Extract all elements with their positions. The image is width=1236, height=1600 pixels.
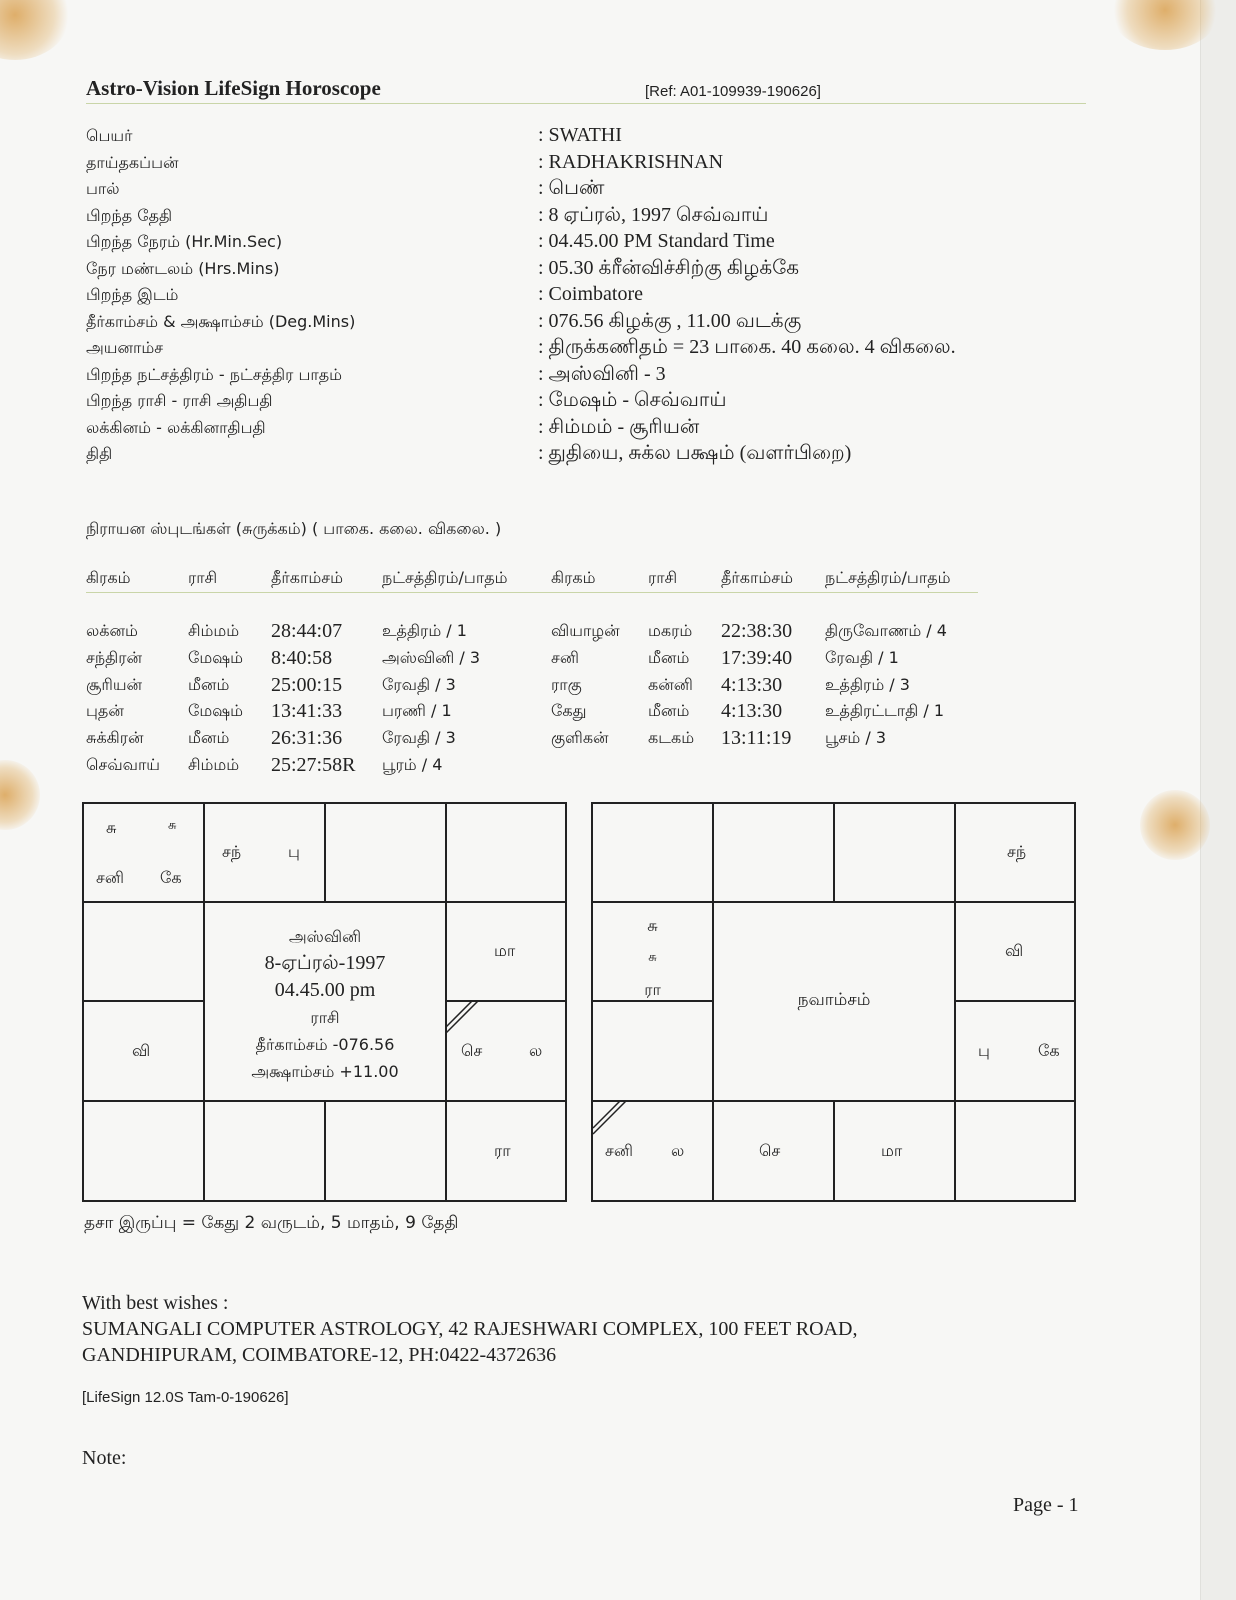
detail-value: : SWATHI	[538, 124, 622, 146]
planet-star: ரேவதி / 3	[382, 674, 456, 694]
navamsa-right2-2: கே	[1038, 1041, 1060, 1060]
header-divider	[86, 103, 1086, 104]
navamsa-right1: வி	[1005, 941, 1024, 960]
detail-row	[86, 122, 622, 148]
detail-value: : பெண்	[538, 177, 605, 199]
planet-name: சந்திரன்	[86, 647, 143, 667]
rasi-center	[205, 923, 445, 1085]
note-label: Note:	[82, 1447, 127, 1469]
rasi-center-label: ராசி	[310, 1008, 340, 1027]
planet-sign: சிம்மம்	[188, 621, 240, 640]
detail-value: : 04.45.00 PM Standard Time	[538, 230, 775, 252]
planet-sign: கடகம்	[648, 728, 695, 748]
paper-edge	[1200, 0, 1236, 1600]
rasi-center-star: அஸ்வினி	[288, 927, 362, 946]
rasi-h1-bottom-1: சனி	[96, 868, 124, 887]
footer-address	[82, 1290, 857, 1368]
planet-sign: மகரம்	[648, 621, 693, 640]
column-header: தீர்காம்சம்	[271, 568, 343, 587]
detail-label: அயனாம்ச	[86, 338, 164, 357]
detail-value: : 8 ஏப்ரல், 1997 செவ்வாய்	[538, 203, 769, 226]
planet-longitude: 17:39:40	[721, 646, 793, 669]
detail-value: : Coimbatore	[538, 283, 643, 305]
detail-row	[86, 228, 775, 254]
planet-longitude: 4:13:30	[721, 700, 783, 723]
planet-longitude: 25:00:15	[271, 673, 343, 696]
rasi-right2-2: ல	[529, 1041, 543, 1060]
detail-value: : அஸ்வினி - 3	[538, 362, 666, 385]
detail-row	[86, 255, 800, 281]
rasi-h2-2: பு	[288, 842, 300, 861]
rasi-center-latitude: அக்ஷாம்சம் +11.00	[251, 1062, 399, 1081]
planet-longitude: 8:40:58	[271, 646, 333, 669]
rasi-left2: வி	[132, 1041, 151, 1060]
dasa-balance: தசா இருப்பு = கேது 2 வருடம், 5 மாதம், 9 தேதி	[84, 1213, 459, 1233]
planet-longitude: 22:38:30	[721, 620, 793, 642]
column-header: நட்சத்திரம்/பாதம்	[382, 568, 508, 587]
planet-name: வியாழன்	[551, 621, 620, 640]
detail-row	[86, 361, 666, 387]
rasi-h2-1: சந்	[222, 842, 242, 861]
planet-star: உத்திரம் / 3	[825, 674, 910, 694]
column-header: கிரகம்	[551, 568, 596, 587]
planet-name: லக்னம்	[86, 621, 138, 640]
detail-label: பிறந்த நட்சத்திரம் - நட்சத்திர பாதம்	[86, 364, 343, 384]
column-header: நட்சத்திரம்/பாதம்	[825, 568, 951, 587]
detail-label: பால்	[86, 179, 120, 198]
detail-label: பிறந்த நேரம் (Hr.Min.Sec)	[86, 232, 283, 251]
rasi-h1-top-2: சு	[168, 818, 177, 833]
planet-longitude: 13:11:19	[721, 727, 792, 750]
planet-positions-title: நிராயன ஸ்புடங்கள் (சுருக்கம்) ( பாகை. கலை. விகலை. )	[86, 519, 502, 538]
planet-star: பரணி / 1	[382, 701, 452, 721]
navamsa-center: நவாம்சம்	[797, 990, 871, 1010]
detail-value: : மேஷம் - செவ்வாய்	[538, 389, 727, 411]
planet-sign: மேஷம்	[188, 701, 244, 721]
planet-star: பூரம் / 4	[382, 755, 443, 774]
planet-name: சுக்கிரன்	[86, 728, 144, 748]
planet-name: சனி	[551, 647, 579, 667]
planet-star: ரேவதி / 1	[825, 647, 899, 667]
page-number: Page - 1	[1013, 1494, 1079, 1516]
detail-value: : திருக்கணிதம் = 23 பாகை. 40 கலை. 4 விகலை.	[538, 336, 956, 358]
planet-star: பூசம் / 3	[825, 728, 887, 748]
detail-row	[86, 175, 605, 201]
planet-longitude: 26:31:36	[271, 727, 343, 750]
navamsa-bottom2: செ	[759, 1141, 781, 1160]
navamsa-right2-1: பு	[978, 1041, 990, 1060]
detail-row	[86, 202, 769, 228]
table-divider	[86, 592, 978, 593]
detail-row	[86, 308, 802, 334]
planet-sign: கன்னி	[648, 674, 693, 694]
planet-sign: சிம்மம்	[188, 755, 240, 774]
detail-label: தீர்காம்சம் & அக்ஷாம்சம் (Deg.Mins)	[86, 311, 356, 331]
navamsa-bottom1-2: ல	[671, 1141, 685, 1160]
planet-longitude: 25:27:58R	[271, 754, 356, 776]
rasi-right2-1: செ	[461, 1041, 483, 1060]
detail-label: திதி	[86, 444, 113, 463]
detail-row	[86, 149, 724, 175]
detail-value: : 05.30 க்ரீன்விச்சிற்கு கிழக்கே	[538, 256, 800, 279]
planet-sign: மீனம்	[188, 674, 230, 694]
column-header: கிரகம்	[86, 568, 131, 587]
detail-value: : துதியை, சுக்ல பக்ஷம் (வளர்பிறை)	[538, 442, 852, 464]
rasi-h1-bottom-2: கே	[160, 868, 182, 887]
detail-value: : சிம்மம் - சூரியன்	[538, 415, 700, 438]
reference-number: [Ref: A01-109939-190626]	[645, 83, 821, 100]
stain-mid-right	[1140, 790, 1210, 860]
address-line-2: GANDHIPURAM, COIMBATORE-12, PH:0422-4372636	[82, 1344, 557, 1366]
planet-star: உத்திரட்டாதி / 1	[825, 701, 944, 721]
planet-sign: மீனம்	[188, 728, 230, 748]
planet-name: புதன்	[86, 701, 124, 721]
planet-longitude: 13:41:33	[271, 700, 343, 723]
navamsa-top-right: சந்	[1007, 842, 1027, 861]
ascendant-marker	[445, 1000, 485, 1040]
planet-longitude: 28:44:07	[271, 620, 343, 642]
detail-row	[86, 281, 643, 307]
ascendant-marker	[593, 1100, 633, 1140]
detail-row	[86, 387, 727, 413]
detail-row	[86, 414, 700, 440]
rasi-center-date: 8-ஏப்ரல்-1997	[264, 952, 386, 974]
detail-value: : RADHAKRISHNAN	[538, 150, 724, 173]
planet-sign: மேஷம்	[188, 647, 244, 667]
rasi-h1-top-1: சு	[106, 818, 117, 837]
detail-label: நேர மண்டலம் (Hrs.Mins)	[86, 258, 280, 278]
detail-row	[86, 440, 852, 466]
planet-star: ரேவதி / 3	[382, 728, 456, 748]
rasi-right1: மா	[494, 941, 516, 960]
rasi-chart	[82, 802, 567, 1202]
document-title: Astro-Vision LifeSign Horoscope	[86, 76, 381, 100]
planet-name: சூரியன்	[86, 674, 143, 694]
navamsa-chart	[591, 802, 1076, 1202]
address-line-1: SUMANGALI COMPUTER ASTROLOGY, 42 RAJESHWARI COMPLEX, 100 FEET ROAD,	[82, 1318, 858, 1340]
detail-value: : 076.56 கிழக்கு , 11.00 வடக்கு	[538, 309, 802, 332]
planet-name: குளிகன்	[551, 728, 609, 748]
software-version: [LifeSign 12.0S Tam-0-190626]	[82, 1389, 289, 1406]
planet-star: திருவோணம் / 4	[825, 621, 947, 640]
navamsa-bottom3: மா	[881, 1141, 903, 1160]
column-header: தீர்காம்சம்	[721, 568, 793, 587]
planet-longitude: 4:13:30	[721, 673, 783, 696]
planet-sign: மீனம்	[648, 701, 690, 721]
detail-label: பிறந்த தேதி	[86, 205, 173, 225]
planet-star: உத்திரம் / 1	[382, 621, 467, 640]
planet-sign: மீனம்	[648, 647, 690, 667]
rasi-center-longitude: தீர்காம்சம் -076.56	[255, 1035, 395, 1054]
planet-name: ராகு	[551, 674, 582, 694]
column-header: ராசி	[188, 568, 218, 587]
planet-name: செவ்வாய்	[86, 755, 161, 774]
detail-row	[86, 334, 956, 360]
planet-star: அஸ்வினி / 3	[382, 647, 481, 667]
navamsa-left1: சு சு ரா	[644, 916, 661, 999]
detail-label: பிறந்த ராசி - ராசி அதிபதி	[86, 391, 273, 410]
rasi-right3: ரா	[494, 1141, 511, 1160]
planet-name: கேது	[551, 701, 587, 721]
wishes-label: With best wishes :	[82, 1292, 229, 1314]
detail-label: லக்கினம் - லக்கினாதிபதி	[86, 417, 266, 437]
navamsa-bottom1-1: சனி	[605, 1141, 633, 1160]
rasi-center-time: 04.45.00 pm	[274, 979, 376, 1001]
detail-label: பெயர்	[86, 126, 133, 145]
column-header: ராசி	[648, 568, 678, 587]
detail-label: தாய்தகப்பன்	[86, 152, 179, 172]
detail-label: பிறந்த இடம்	[86, 285, 179, 304]
